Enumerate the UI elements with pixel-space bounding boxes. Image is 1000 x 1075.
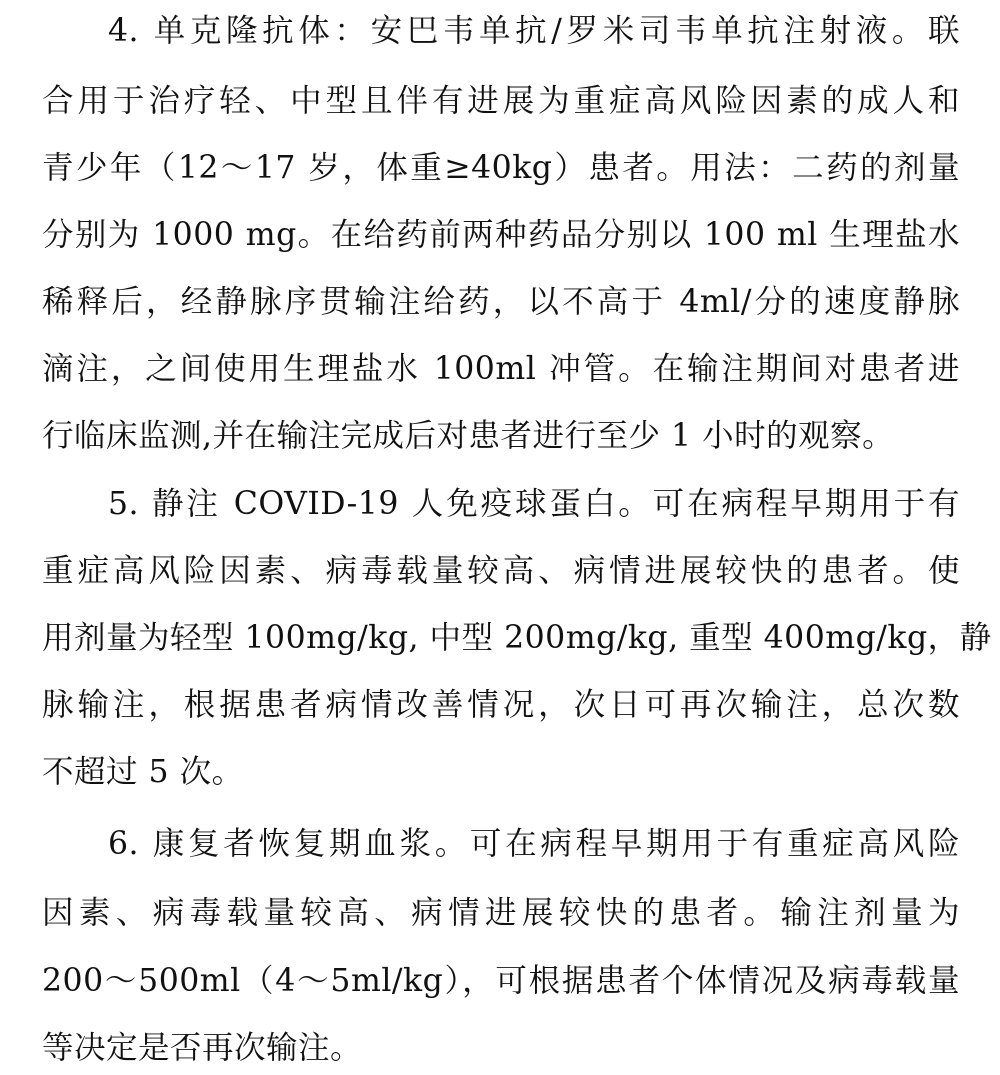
paragraph-line: 6. 康复者恢复期血浆。可在病程早期用于有重症高风险 [108,826,960,862]
paragraph-line: 200～500ml（4～5ml/kg），可根据患者个体情况及病毒载量 [42,963,960,999]
paragraph-line: 4. 单克隆抗体：安巴韦单抗/罗米司韦单抗注射液。联 [108,13,960,49]
paragraph-line: 因素、病毒载量较高、病情进展较快的患者。输注剂量为 [42,895,960,931]
paragraph-line: 重症高风险因素、病毒载量较高、病情进展较快的患者。使 [42,553,960,589]
paragraph-line: 用剂量为轻型 100mg/kg, 中型 200mg/kg, 重型 400mg/kg，静 [42,620,992,656]
paragraph-line: 青少年（12～17 岁，体重≥40kg）患者。用法：二药的剂量 [42,150,960,186]
paragraph-line: 分别为 1000 mg。在给药前两种药品分别以 100 ml 生理盐水 [42,217,960,253]
paragraph-line: 不超过 5 次。 [42,754,244,790]
paragraph-line: 合用于治疗轻、中型且伴有进展为重症高风险因素的成人和 [42,83,960,119]
paragraph-line: 等决定是否再次输注。 [42,1030,363,1066]
paragraph-line: 滴注，之间使用生理盐水 100ml 冲管。在输注期间对患者进 [42,351,960,387]
paragraph-line: 稀释后，经静脉序贯输注给药，以不高于 4ml/分的速度静脉 [42,284,960,320]
paragraph-line: 5. 静注 COVID-19 人免疫球蛋白。可在病程早期用于有 [108,486,960,522]
paragraph-line: 脉输注，根据患者病情改善情况，次日可再次输注，总次数 [42,687,960,723]
paragraph-line: 行临床监测,并在输注完成后对患者进行至少 1 小时的观察。 [42,418,895,454]
